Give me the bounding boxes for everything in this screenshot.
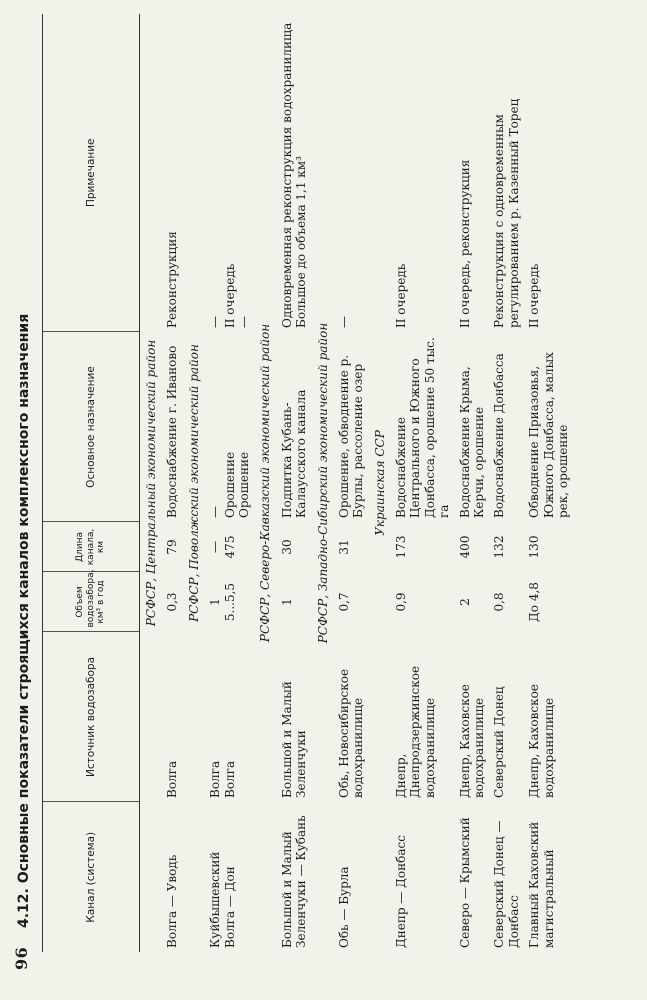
cell-note: II очередь	[527, 263, 542, 328]
region-row	[369, 14, 391, 952]
region-label: Украинская ССР	[372, 430, 387, 536]
cell-source: Обь, Новосибирское водохранилище	[336, 668, 366, 798]
cell-source: Днепр, Каховское водохранилище	[457, 684, 487, 798]
cell-length: 132	[492, 535, 507, 559]
cell-volume: 0,8	[492, 592, 507, 612]
cell-canal: Северо — Крымский	[457, 817, 472, 948]
cell-canal: Северский Донец — Донбасс	[492, 820, 521, 948]
cell-volume: 1 5...5,5	[208, 582, 237, 622]
table-title: 4.12. Основные показатели строящихся каналов комплексного назначения	[16, 313, 32, 928]
cell-purpose: Обводнение Приазовья, Южного Донбасса, малых рек, орошение	[527, 352, 570, 518]
cell-source: Днепр, Каховское водохранилище	[527, 684, 556, 798]
cell-canal: Главный Каховский магистральный	[527, 821, 556, 948]
region-label: РСФСР, Центральный экономический район	[144, 339, 158, 627]
table-row	[391, 14, 455, 952]
cell-source: Волга Волга	[208, 760, 237, 798]
cell-note: Реконструкция	[165, 231, 180, 328]
cell-purpose: Водоснабжение г. Иваново	[165, 345, 180, 518]
cell-note: — II очередь —	[208, 263, 251, 328]
header-note: Примечание	[43, 14, 140, 332]
cell-purpose: Водоснабжение Донбасса	[492, 353, 507, 518]
table-row	[334, 14, 369, 952]
table-row	[489, 14, 524, 952]
table-body	[140, 14, 574, 952]
canals-table	[42, 14, 573, 952]
cell-note: II очередь, реконструкция	[457, 159, 472, 328]
cell-canal: Большой и Малый Зеленчуки — Кубань	[279, 815, 309, 948]
region-label: РСФСР, Северо-Кавказский экономический район	[258, 323, 273, 643]
cell-note: —	[336, 316, 351, 328]
header-purpose: Основное назначение	[43, 332, 140, 522]
header-source: Источник водозабора	[43, 632, 140, 802]
cell-volume: 0,7	[336, 592, 351, 612]
region-row	[312, 14, 334, 952]
table-row	[162, 14, 182, 952]
header-length: Длина канала, км	[43, 522, 140, 572]
cell-volume: 2	[457, 598, 472, 606]
page-number: 96	[12, 946, 31, 970]
cell-purpose: Подпитка Кубань-Калаусского канала	[279, 389, 309, 518]
cell-volume: 0,9	[394, 592, 409, 612]
cell-volume: До 4,8	[527, 582, 542, 622]
cell-canal: Куйбышевский Волга — Дон	[208, 851, 237, 948]
table-row	[205, 14, 254, 952]
cell-canal: Обь — Бурла	[336, 866, 351, 948]
cell-canal: Волга — Уводь	[165, 854, 180, 948]
cell-length: 31	[336, 539, 351, 555]
table-row	[277, 14, 312, 952]
cell-purpose: Водоснабжение Центрального и Южного Донбасса, орошение 50 тыс. га	[394, 337, 452, 518]
header-volume: Объем водозабора, км³ в год	[43, 572, 140, 632]
cell-volume: 0,3	[165, 592, 180, 612]
cell-note: Реконструкция с одновременным регулированием р. Казенный Торец	[492, 98, 521, 328]
table-row	[524, 14, 573, 952]
cell-source: Большой и Малый Зеленчуки	[279, 681, 309, 798]
cell-source: Волга	[165, 760, 180, 798]
cell-length: 400	[457, 535, 472, 559]
cell-length: 30	[279, 539, 294, 555]
region-label: РСФСР, Западно-Сибирский экономический район	[315, 322, 330, 644]
cell-purpose: — Орошение Орошение	[208, 451, 251, 518]
table-row	[455, 14, 490, 952]
cell-purpose: Водоснабжение Крыма, Керчи, орошение	[457, 366, 487, 518]
cell-volume: 1	[279, 598, 294, 606]
region-row	[140, 14, 163, 952]
cell-length: 130	[527, 535, 542, 559]
header-row	[43, 14, 140, 952]
cell-length: 79	[165, 539, 180, 555]
cell-source: Днепр, Днепродзержинское водохранилище	[394, 665, 437, 798]
cell-length: — 475	[208, 535, 237, 559]
cell-purpose: Орошение, обводнение р. Бурлы, рассоление озер	[336, 354, 366, 518]
region-row	[254, 14, 276, 952]
cell-note: II очередь	[394, 263, 409, 328]
cell-length: 173	[394, 535, 409, 559]
cell-canal: Днепр — Донбасс	[394, 835, 409, 948]
cell-source: Северский Донец	[492, 686, 507, 798]
cell-note: Одновременная реконструкция водохранилища Большое до объема 1,1 км³	[279, 22, 309, 328]
header-canal: Канал (система)	[43, 802, 140, 952]
region-label: РСФСР, Поволжский экономический район	[186, 344, 201, 622]
region-row	[183, 14, 205, 952]
